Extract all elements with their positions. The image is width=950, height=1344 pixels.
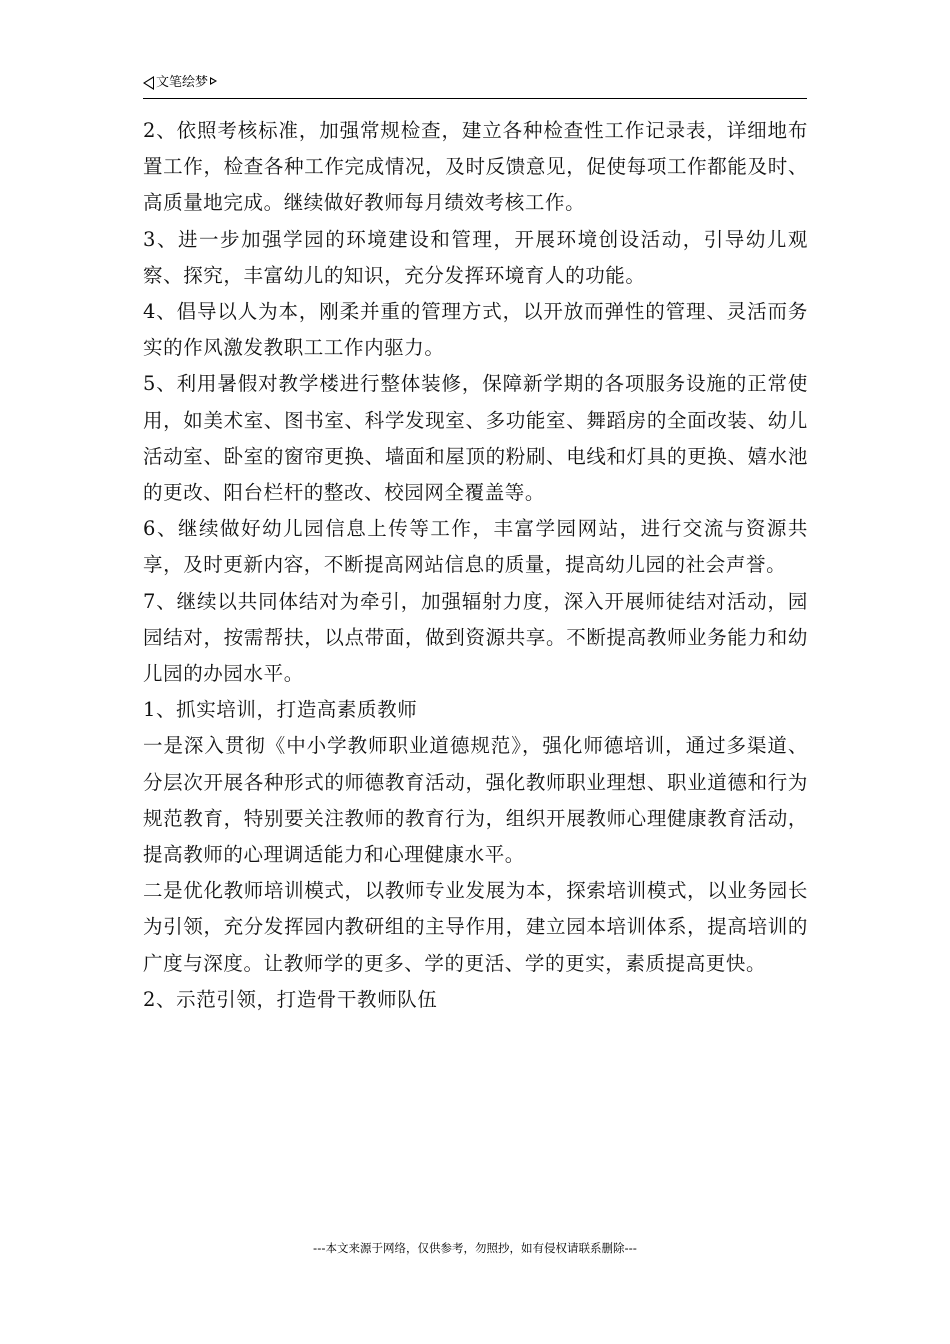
page-footer: ---本文来源于网络，仅供参考，勿照抄，如有侵权请联系删除--- xyxy=(313,1241,637,1255)
paragraph: 2、依照考核标准，加强常规检查，建立各种检查性工作记录表，详细地布置工作，检查各种工作完成情况，及时反馈意见，促使每项工作都能及时、高质量地完成。继续做好教师每月绩效考核工作。 xyxy=(143,119,808,215)
left-triangle-icon xyxy=(143,76,154,90)
header-brand xyxy=(143,74,217,92)
paragraph: 7、继续以共同体结对为牵引，加强辐射力度，深入开展师徒结对活动，园园结对，按需帮扶，以点带面，做到资源共享。不断提高教师业务能力和幼儿园的办园水平。 xyxy=(143,589,808,686)
brand-text: 文笔绘梦 xyxy=(156,75,209,90)
paragraph: 6、继续做好幼儿园信息上传等工作，丰富学园网站，进行交流与资源共享，及时更新内容，不断提高网站信息的质量，提高幼儿园的社会声誉。 xyxy=(143,517,808,577)
paragraph: 4、倡导以人为本，刚柔并重的管理方式，以开放而弹性的管理、灵活而务实的作风激发教职工工作内驱力。 xyxy=(143,300,808,360)
paragraph: 一是深入贯彻《中小学教师职业道德规范》，强化师德培训，通过多渠道、分层次开展各种形式的师德教育活动，强化教师职业理想、职业道德和行为规范教育，特别要关注教师的教育行为，组织开展教师心理健康教育活动，提高教师的心理调适能力和心理健康水平。 xyxy=(143,734,808,867)
paragraph: 二是优化教师培训模式，以教师专业发展为本，探索培训模式，以业务园长为引领，充分发挥园内教研组的主导作用，建立园本培训体系，提高培训的广度与深度。让教师学的更多、学的更活、学的更实，素质提高更快。 xyxy=(143,879,808,975)
paragraph: 3、进一步加强学园的环境建设和管理，开展环境创设活动，引导幼儿观察、探究，丰富幼儿的知识，充分发挥环境育人的功能。 xyxy=(143,227,808,287)
page-header xyxy=(143,74,807,99)
section-heading: 2、示范引领，打造骨干教师队伍 xyxy=(143,987,438,1011)
section-heading: 1、抓实培训，打造高素质教师 xyxy=(143,698,418,722)
document-body xyxy=(143,113,808,1018)
paragraph: 5、利用暑假对教学楼进行整体装修，保障新学期的各项服务设施的正常使用，如美术室、图书室、科学发现室、多功能室、舞蹈房的全面改装、幼儿活动室、卧室的窗帘更换、墙面和屋顶的粉刷、电线和灯具的更换、嬉水池的更改、阳台栏杆的整改、校园网全覆盖等。 xyxy=(143,372,808,505)
right-triangle-icon xyxy=(210,77,217,85)
